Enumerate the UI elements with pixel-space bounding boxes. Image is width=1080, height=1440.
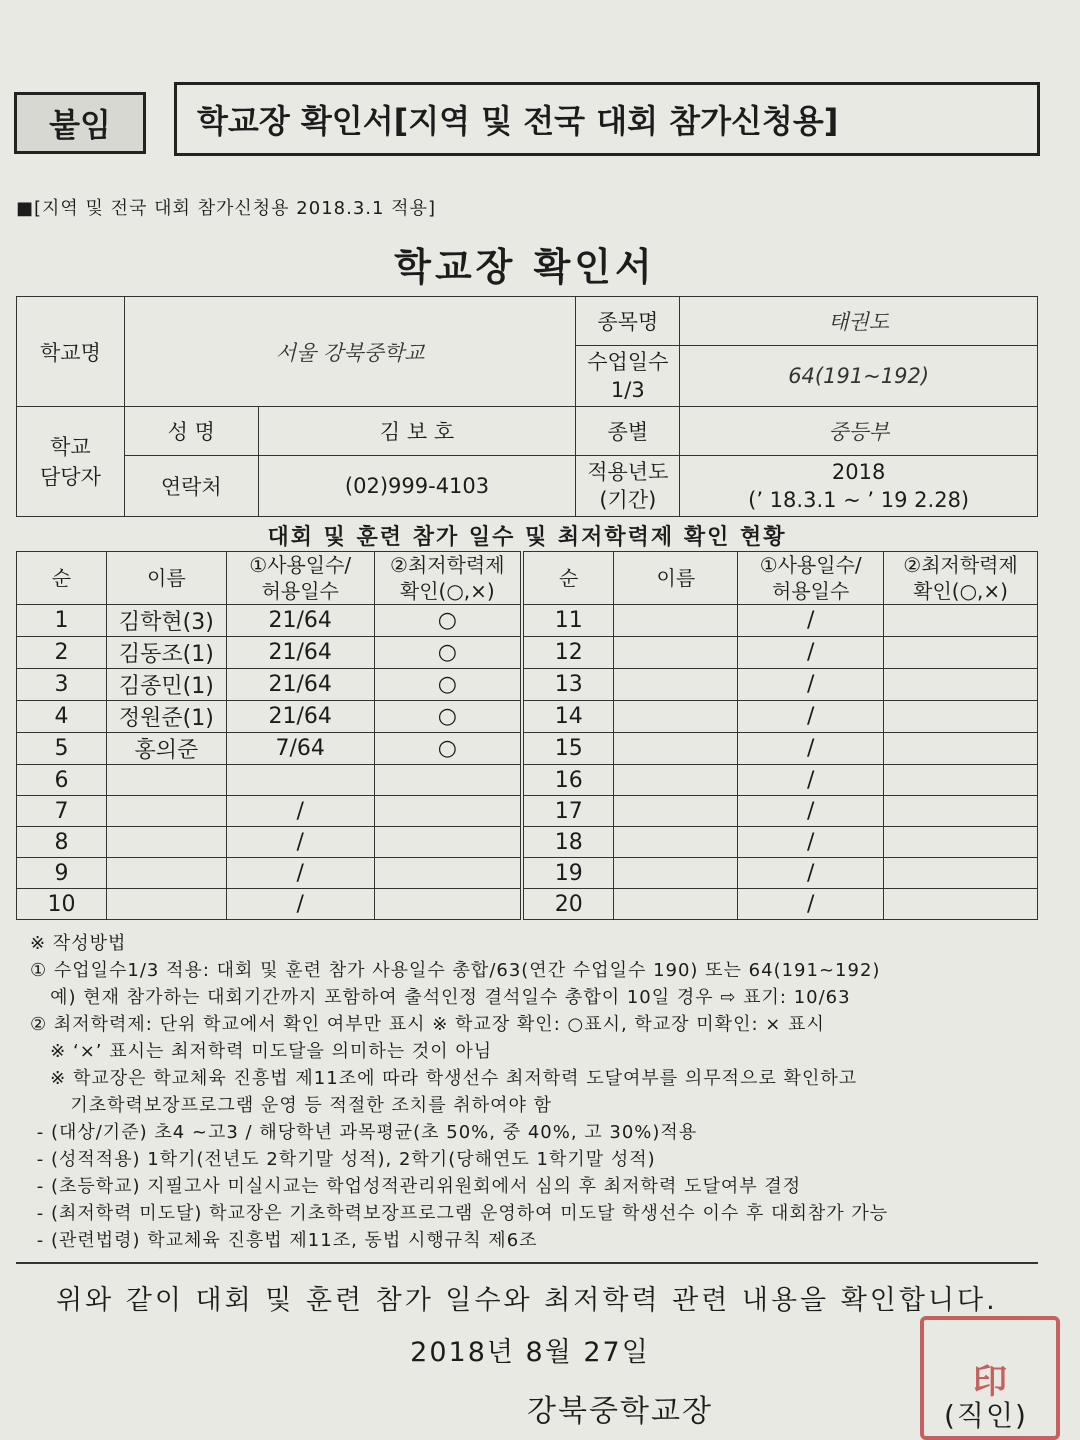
staff-name: 김 보 호 [258,407,576,456]
row-check: ○ [374,733,522,765]
instruction-line: ※ 학교장은 학교체육 진흥법 제11조에 따라 학생선수 최저학력 도달여부를 의무적으로 확인하고 [30,1068,858,1089]
row-name [106,796,226,827]
period-text: (’ 18.3.1 ~ ’ 19 2.28) [748,488,970,512]
row-days-right: / [738,858,884,889]
row-no: 9 [17,858,107,889]
table-row [17,827,1038,858]
row-check-right [884,701,1038,733]
col-name: 이름 [106,552,226,605]
row-check: ○ [374,605,522,637]
row-no-right: 17 [522,796,614,827]
row-name: 정원준(1) [106,701,226,733]
row-days: / [226,796,374,827]
row-days: / [226,858,374,889]
col-days [226,552,374,605]
col-days-right-line1: ①사용일수/ [759,553,862,577]
confirmation-text: 위와 같이 대회 및 훈련 참가 일수와 최저학력 관련 내용을 확인합니다. [56,1285,998,1316]
col-min-right-line1: ②최저학력제 [903,553,1018,577]
row-name-right [614,889,738,920]
row-name [106,889,226,920]
row-name [106,827,226,858]
class-days-label-line2: 1/3 [610,378,645,402]
roster-body [17,605,1038,920]
year-label [576,456,680,517]
row-name [106,858,226,889]
row-days: 21/64 [226,637,374,669]
staff-label-line1: 학교 [50,434,91,459]
row-name-right [614,765,738,796]
roster-table [16,551,1038,920]
instruction-line: 예) 현재 참가하는 대회기간까지 포함하여 출석인정 결석일수 총합이 10일 경우 ⇨ 표기: 10/63 [30,987,851,1008]
row-name-right [614,637,738,669]
row-name-right [614,605,738,637]
sport-value: 태권도 [680,297,1038,346]
col-no-right: 순 [522,552,614,605]
instruction-line: ※ ‘×’ 표시는 최저학력 미도달을 의미하는 것이 아님 [30,1041,493,1062]
table-row [17,796,1038,827]
row-days-right: / [738,796,884,827]
row-check [374,827,522,858]
official-seal-stamp: 印 [920,1316,1060,1440]
row-no-right: 15 [522,733,614,765]
col-no: 순 [17,552,107,605]
row-no: 5 [17,733,107,765]
table-row [17,765,1038,796]
row-days [226,765,374,796]
row-days-right: / [738,637,884,669]
row-name-right [614,827,738,858]
staff-label-line2: 담당자 [40,464,101,489]
col-days-line2: 허용일수 [261,579,339,603]
signer: 강북중학교장 [527,1394,713,1429]
row-days: 21/64 [226,669,374,701]
form-note: ■[지역 및 전국 대회 참가신청용 2018.3.1 적용] [16,198,436,219]
document-title: 학교장 확인서 [394,245,656,289]
row-no: 1 [17,605,107,637]
sport-label: 종목명 [576,297,680,346]
row-name-right [614,669,738,701]
class-days-label-line1: 수업일수 [587,350,669,374]
row-no-right: 19 [522,858,614,889]
col-days-right [738,552,884,605]
instruction-line: - (관련법령) 학교체육 진흥법 제11조, 동법 시행규칙 제6조 [30,1230,538,1251]
row-check-right [884,605,1038,637]
table-row [17,858,1038,889]
row-check: ○ [374,637,522,669]
row-name: 김동조(1) [106,637,226,669]
row-days: / [226,889,374,920]
form-title: 학교장 확인서[지역 및 전국 대회 참가신청용] [174,82,1040,156]
row-check-right [884,669,1038,701]
roster-header-row [17,552,1038,605]
issue-date: 2018년 8월 27일 [410,1337,650,1368]
contact-label: 연락처 [124,456,258,517]
row-check-right [884,858,1038,889]
row-no: 6 [17,765,107,796]
row-days: 7/64 [226,733,374,765]
category-label: 종별 [576,407,680,456]
year-label-line2: (기간) [599,488,657,512]
roster-heading: 대회 및 훈련 참가 일수 및 최저학력제 확인 현황 [267,525,787,550]
row-days-right: / [738,765,884,796]
instruction-line: ※ 작성방법 [30,933,127,954]
table-row [17,889,1038,920]
category-value: 중등부 [680,407,1038,456]
row-no: 2 [17,637,107,669]
row-check [374,796,522,827]
row-check-right [884,796,1038,827]
col-days-line1: ①사용일수/ [249,553,352,577]
table-row [17,701,1038,733]
instruction-line: - (대상/기준) 초4 ~고3 / 해당학년 과목평균(초 50%, 중 40%, 고 30%)적용 [30,1122,698,1143]
row-check: ○ [374,669,522,701]
row-check-right [884,889,1038,920]
class-days-value: 64(191~192) [680,346,1038,407]
staff-label [17,407,125,517]
info-table [16,296,1038,517]
row-days: 21/64 [226,701,374,733]
row-name-right [614,733,738,765]
school-label: 학교명 [17,297,125,407]
row-no: 10 [17,889,107,920]
instruction-line: - (초등학교) 지필고사 미실시교는 학업성적관리위원회에서 심의 후 최저학력 도달여부 결정 [30,1176,802,1197]
divider [16,1262,1038,1264]
row-days-right: / [738,605,884,637]
table-row [17,605,1038,637]
col-name-right: 이름 [614,552,738,605]
col-min-right [884,552,1038,605]
row-no: 8 [17,827,107,858]
seal-label: (직인) [944,1399,1028,1432]
table-row [17,637,1038,669]
row-no: 4 [17,701,107,733]
year-value [680,456,1038,517]
instruction-line: - (최저학력 미도달) 학교장은 기초학력보장프로그램 운영하여 미도달 학생선수 이수 후 대회참가 가능 [30,1203,889,1224]
row-days-right: / [738,827,884,858]
row-check: ○ [374,701,522,733]
row-check-right [884,827,1038,858]
row-check-right [884,765,1038,796]
row-no: 3 [17,669,107,701]
row-no-right: 16 [522,765,614,796]
year-text: 2018 [831,460,886,484]
row-days: / [226,827,374,858]
col-min-right-line2: 확인(○,×) [913,579,1008,603]
row-days-right: / [738,701,884,733]
row-days-right: / [738,889,884,920]
instruction-line: ① 수업일수1/3 적용: 대회 및 훈련 참가 사용일수 총합/63(연간 수업일수 190) 또는 64(191~192) [30,960,881,981]
row-check [374,858,522,889]
row-check-right [884,637,1038,669]
row-no-right: 14 [522,701,614,733]
contact-value: (02)999-4103 [258,456,576,517]
row-name-right [614,701,738,733]
row-no-right: 11 [522,605,614,637]
row-no-right: 20 [522,889,614,920]
row-no-right: 18 [522,827,614,858]
row-check [374,765,522,796]
col-min [374,552,522,605]
row-name-right [614,858,738,889]
row-no: 7 [17,796,107,827]
row-name [106,765,226,796]
table-row [17,669,1038,701]
table-row [17,733,1038,765]
row-name: 홍의준 [106,733,226,765]
col-min-line2: 확인(○,×) [399,579,495,603]
instruction-line: ② 최저학력제: 단위 학교에서 확인 여부만 표시 ※ 학교장 확인: ○표시, 학교장 미확인: × 표시 [30,1014,825,1035]
attachment-label: 붙임 [14,92,146,154]
class-days-label [576,346,680,407]
row-days: 21/64 [226,605,374,637]
row-name: 김종민(1) [106,669,226,701]
school-name: 서울 강북중학교 [124,297,576,407]
year-label-line1: 적용년도 [587,460,669,484]
row-no-right: 13 [522,669,614,701]
instruction-line: 기초학력보장프로그램 운영 등 적절한 조치를 취하여야 함 [30,1095,552,1116]
row-name: 김학현(3) [106,605,226,637]
writing-instructions [30,930,1050,1254]
row-no-right: 12 [522,637,614,669]
name-label: 성 명 [124,407,258,456]
col-min-line1: ②최저학력제 [390,553,505,577]
row-days-right: / [738,733,884,765]
row-name-right [614,796,738,827]
row-days-right: / [738,669,884,701]
col-days-right-line2: 허용일수 [772,579,850,603]
row-check [374,889,522,920]
instruction-line: - (성적적용) 1학기(전년도 2학기말 성적), 2학기(당해연도 1학기말 성적) [30,1149,656,1170]
row-check-right [884,733,1038,765]
